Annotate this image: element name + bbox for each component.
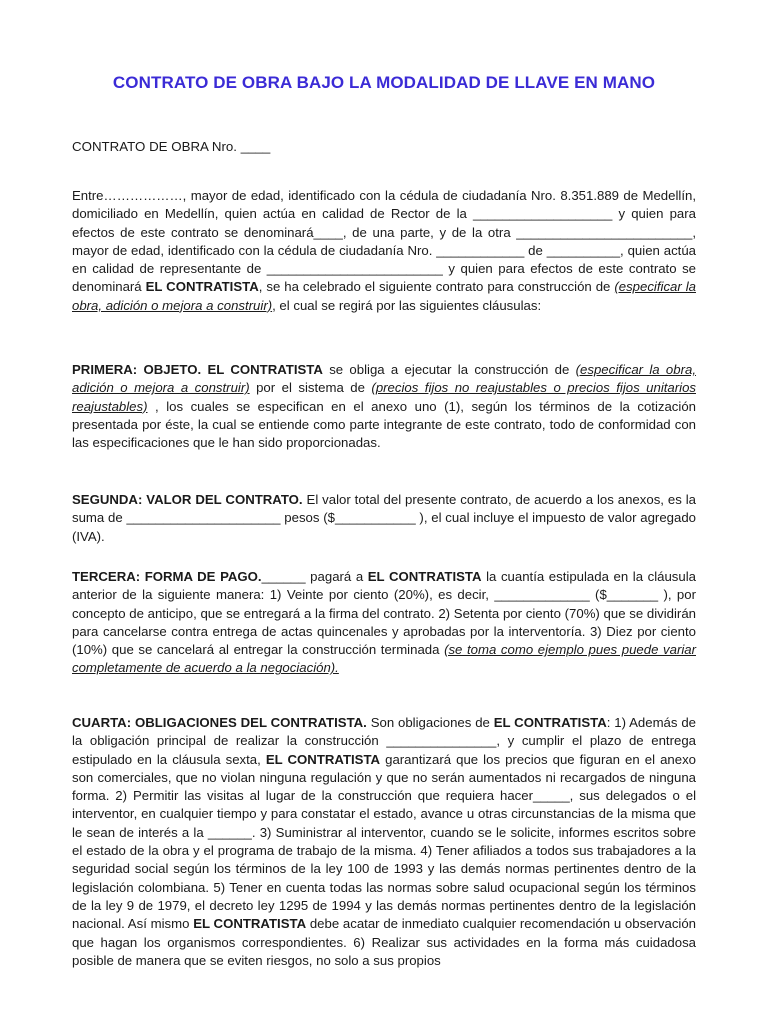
contratista-bold: EL CONTRATISTA [493, 715, 607, 730]
clause-primera-text-2: por el sistema de [249, 380, 372, 396]
clause-cuarta-text-2: : 1) Además de la obligación principal de realizar la construcción _______________, y cumplir el plazo de entrega estipulado en la cláusula sexta, [72, 715, 697, 767]
clause-tercera-text-2: la cuantía estipulada en la cláusula anterior de la siguiente manera: 1) Veinte por ciento (20%), es decir, _____________ ($_______ ), por concepto de anticipo, que se entregará a la firma del contrato. 2) Setenta por ciento (70%) que se dividirán para cancelarse contra entrega de actas quincenales y aprobadas por la interventoría. 3) Diez por ciento (10%) que se cancelará al entregar la construcción terminada [72, 569, 696, 658]
intro-paragraph [72, 187, 696, 315]
intro-text-1: Entre………………, mayor de edad, identificado con la cédula de ciudadanía Nro. 8.351.889 de Medellín, domiciliado en Medellín, quien actúa en calidad de Rector de la ___________________ y quien para efectos de este contrato se denominará____, de una parte, y de la otra ________________________, mayor de edad, identificado con la cédula de ciudadanía Nro. ____________ de __________, quien actúa en calidad de representante de ________________________ y quien para efectos de este contrato se denominará [72, 188, 696, 295]
clause-cuarta-heading: CUARTA: OBLIGACIONES DEL CONTRATISTA. [72, 715, 367, 730]
clause-segunda [72, 491, 696, 546]
clause-primera-note-1: (especificar la obra, adición o mejora a construir) [72, 362, 696, 396]
intro-text-3: , el cual se regirá por las siguientes cláusulas: [272, 297, 542, 313]
clause-segunda-text: El valor total del presente contrato, de acuerdo a los anexos, es la suma de _____________________ pesos ($___________ ), el cual incluye el impuesto de valor agregado (IVA). [72, 492, 696, 544]
contratista-bold: EL CONTRATISTA [193, 916, 307, 932]
clause-tercera-note: (se toma como ejemplo pues puede variar completamente de acuerdo a la negociación). [72, 642, 696, 676]
clause-primera-text-3: , los cuales se especifican en el anexo uno (1), según los términos de la cotización presentada por éste, la cual se entiende como parte integrante de este contrato, todo de conformidad con las especificaciones que le han sido proporcionadas. [72, 398, 696, 451]
clause-cuarta [72, 714, 696, 970]
contratista-bold: EL CONTRATISTA [265, 751, 381, 767]
clause-tercera-text-1: ______ pagará a [261, 569, 368, 584]
contratista-bold: EL CONTRATISTA [367, 569, 482, 584]
clause-primera-note-2: (precios fijos no reajustables o precios fijos unitarios reajustables) [72, 380, 696, 414]
contratista-bold: EL CONTRATISTA [145, 279, 259, 295]
intro-note: (especificar la obra, adición o mejora a construir) [72, 279, 696, 313]
clause-primera-heading: PRIMERA: OBJETO. EL CONTRATISTA [72, 362, 323, 377]
clause-cuarta-text-1: Son obligaciones de [366, 715, 494, 730]
clause-tercera [72, 568, 696, 678]
clause-primera [72, 361, 696, 452]
intro-text-2: , se ha celebrado el siguiente contrato para construcción de [258, 279, 615, 295]
clause-tercera-heading: TERCERA: FORMA DE PAGO. [72, 569, 262, 584]
document-title: CONTRATO DE OBRA BAJO LA MODALIDAD DE LLAVE EN MANO [112, 73, 656, 92]
clause-cuarta-text-4: debe acatar de inmediato cualquier recomendación u observación que hagan los organismos correspondientes. 6) Realizar sus actividades en la forma más cuidadosa posible de manera que se eviten riesgos, no solo a sus propios [72, 916, 697, 968]
clause-segunda-heading: SEGUNDA: VALOR DEL CONTRATO. [72, 492, 303, 507]
clause-primera-text-1: se obliga a ejecutar la construcción de [322, 362, 576, 377]
clause-cuarta-text-3: garantizará que los precios que figuran en el anexo son comerciales, que no violan ninguna regulación y que no serán aumentados ni recargados de ninguna forma. 2) Permitir las visitas al lugar de la construcción que requiera hacer_____, sus delegados o el interventor, en cualquier tiempo y para constatar el estado, avance u otras circunstancias de la misma que le sean de interés a la ______. 3) Suministrar al interventor, cuando se le solicite, informes escritos sobre el estado de la obra y el programa de trabajo de la misma. 4) Tener afiliados a todos sus trabajadores a la seguridad social según los términos de la ley 100 de 1993 y las demás normas pertinentes dentro de la legislación colombiana. 5) Tener en cuenta todas las normas sobre salud ocupacional según los términos de la ley 9 de 1979, el decreto ley 1295 de 1994 y las demás normas pertinentes dentro de la legislación nacional. Así mismo [72, 751, 696, 932]
contract-number: CONTRATO DE OBRA Nro. ____ [72, 139, 271, 154]
